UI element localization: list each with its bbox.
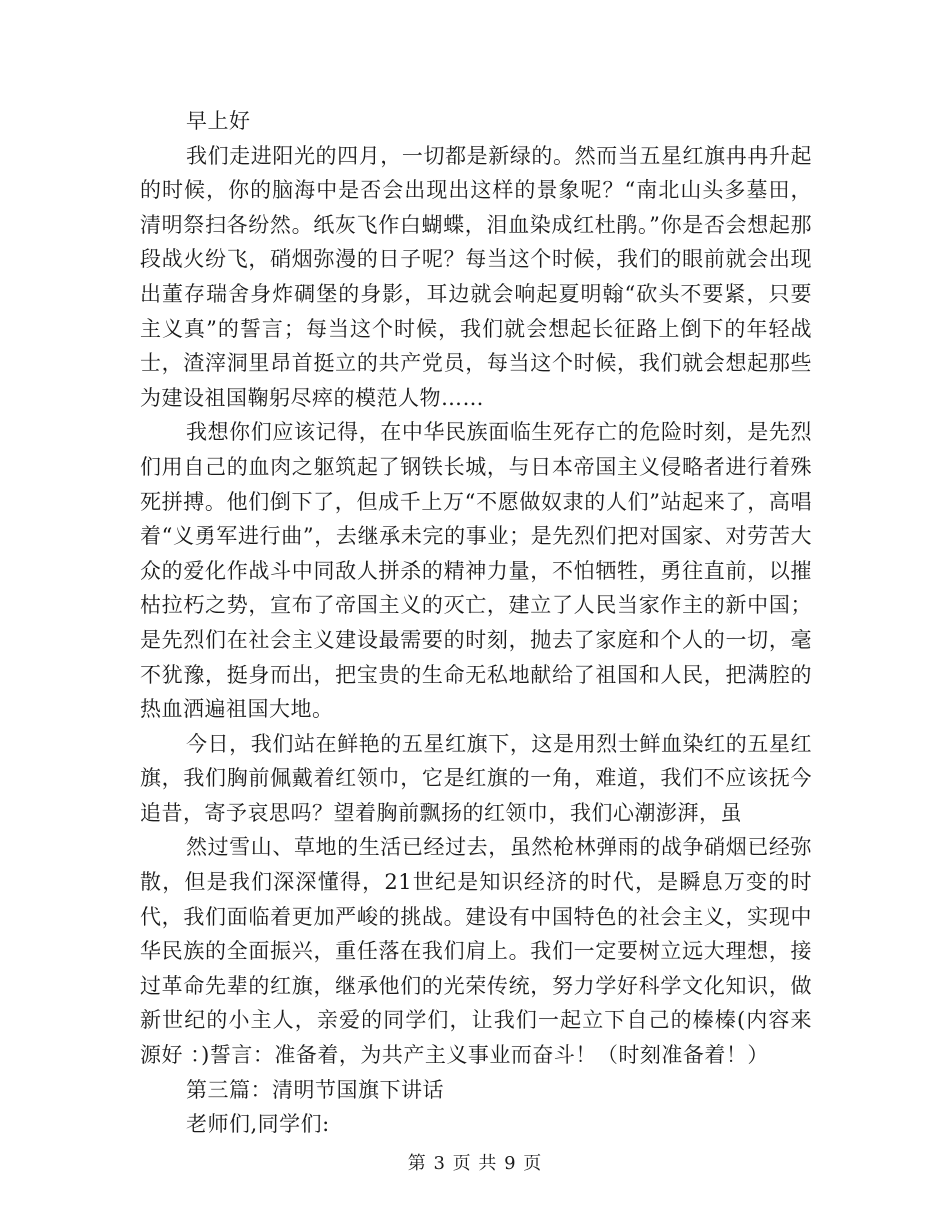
body-paragraph-1: 我们走进阳光的四月，一切都是新绿的。然而当五星红旗冉冉升起的时候，你的脑海中是否会出现出这样的景象呢？“南北山头多墓田，清明祭扫各纷然。纸灰飞作白蝴蝶，泪血染成红杜鹃。”你是否会想起那段战火纷飞，硝烟弥漫的日子呢？每当这个时候，我们的眼前就会出现出董存瑞舍身炸碉堡的身影，耳边就会响起夏明翰“砍头不要紧，只要主义真”的誓言；每当这个时候，我们就会想起长征路上倒下的年轻战士，渣滓洞里昂首挺立的共产党员，每当这个时候，我们就会想起那些为建设祖国鞠躬尽瘁的模范人物…… bbox=[140, 143, 812, 410]
body-paragraph-4: 然过雪山、草地的生活已经过去，虽然枪林弹雨的战争硝烟已经弥散，但是我们深深懂得，21世纪是知识经济的时代，是瞬息万变的时代，我们面临着更加严峻的挑战。建设有中国特色的社会主义，实现中华民族的全面振兴，重任落在我们肩上。我们一定要树立远大理想，接过革命先辈的红旗，继承他们的光荣传统，努力学好科学文化知识，做新世纪的小主人，亲爱的同学们，让我们一起立下自己的榛榛(内容来源好 ：)誓言：准备着，为共产主义事业而奋斗！（时刻准备着！） bbox=[140, 835, 812, 1068]
greeting-paragraph: 早上好 bbox=[186, 109, 251, 133]
body-paragraph-3: 今日，我们站在鲜艳的五星红旗下，这是用烈士鲜血染红的五星红旗，我们胸前佩戴着红领巾，它是红旗的一角，难道，我们不应该抚今追昔，寄予哀思吗？望着胸前飘扬的红领巾，我们心潮澎湃，虽 bbox=[140, 731, 812, 825]
document-body bbox=[140, 104, 812, 1142]
section-heading: 第三篇：清明节国旗下讲话 bbox=[186, 1077, 444, 1102]
salutation-paragraph: 老师们,同学们: bbox=[186, 1112, 330, 1137]
body-paragraph-2: 我想你们应该记得，在中华民族面临生死存亡的危险时刻，是先烈们用自己的血肉之躯筑起了钢铁长城，与日本帝国主义侵略者进行着殊死拼搏。他们倒下了，但成千上万“不愿做奴隶的人们”站起来了，高唱着“义勇军进行曲”，去继承未完的事业；是先烈们把对国家、对劳苦大众的爱化作战斗中同敌人拼杀的精神力量，不怕牺牲，勇往直前，以摧枯拉朽之势，宣布了帝国主义的灭亡，建立了人民当家作主的新中国；是先烈们在社会主义建设最需要的时刻，抛去了家庭和个人的一切，毫不犹豫，挺身而出，把宝贵的生命无私地献给了祖国和人民，把满腔的热血洒遍祖国大地。 bbox=[140, 420, 812, 722]
page-number-footer: 第 3 页 共 9 页 bbox=[407, 1153, 543, 1174]
